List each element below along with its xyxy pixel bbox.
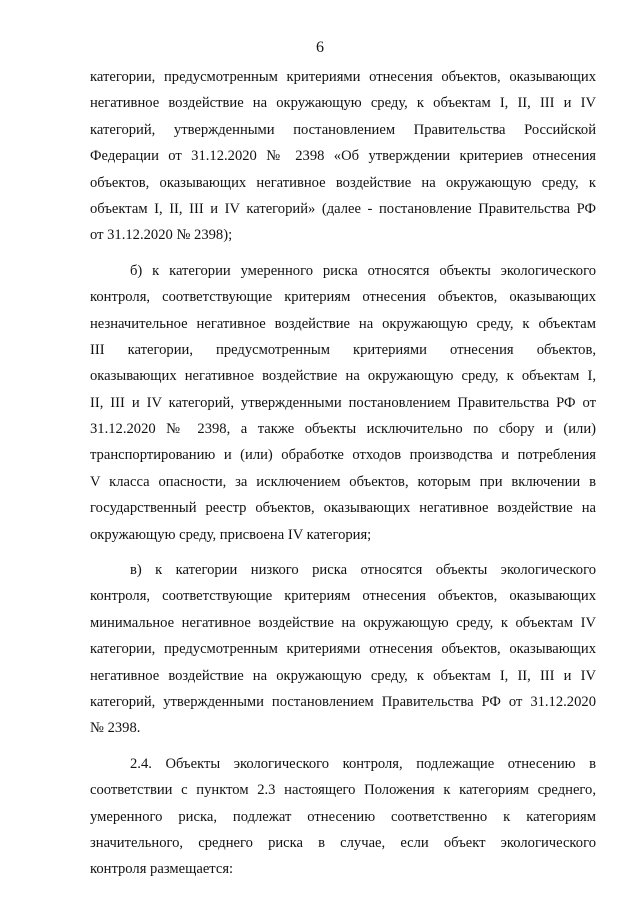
document-body <box>90 64 596 892</box>
text-line: б) к категории умеренного риска относятся объекты экологического <box>130 262 596 279</box>
text-line: оказывающих негативное воздействие на окружающую среду, к объектам I, <box>90 368 596 385</box>
text-line: 2.4. Объекты экологического контроля, подлежащие отнесению в <box>130 755 596 772</box>
text-line: категорий, утвержденными постановлением Правительства Российской <box>90 121 596 138</box>
text-line: негативное воздействие на окружающую среду, к объектам I, II, III и IV <box>90 667 596 684</box>
paragraph-3 <box>90 557 596 742</box>
text-line: № 2398. <box>90 720 141 737</box>
text-line: III категории, предусмотренным критериями отнесения объектов, <box>90 341 596 358</box>
paragraph-2 <box>90 258 596 548</box>
text-line: Федерации от 31.12.2020 № 2398 «Об утверждении критериев отнесения <box>90 148 596 165</box>
text-line: минимальное негативное воздействие на окружающую среду, к объектам IV <box>90 614 596 631</box>
text-line: негативное воздействие на окружающую среду, к объектам I, II, III и IV <box>90 95 596 112</box>
text-line: контроля, соответствующие критериям отнесения объектов, оказывающих <box>90 289 596 306</box>
text-line: категории, предусмотренным критериями отнесения объектов, оказывающих <box>90 641 596 658</box>
text-line: 31.12.2020 № 2398, а также объекты исключительно по сбору и (или) <box>90 421 596 438</box>
text-line: соответствии с пунктом 2.3 настоящего Положения к категориям среднего, <box>90 782 596 799</box>
text-line: контроля размещается: <box>90 861 234 878</box>
text-line: государственный реестр объектов, оказывающих негативное воздействие на <box>90 500 596 517</box>
text-line: от 31.12.2020 № 2398); <box>90 227 233 244</box>
paragraph-4 <box>90 751 596 883</box>
text-line: категории, предусмотренным критериями отнесения объектов, оказывающих <box>90 69 596 85</box>
text-line: V класса опасности, за исключением объектов, которым при включении в <box>90 473 596 490</box>
text-line: объектам I, II, III и IV категорий» (далее - постановление Правительства РФ <box>90 200 596 217</box>
text-line: окружающую среду, присвоена IV категория; <box>90 526 372 543</box>
text-line: контроля, соответствующие критериям отнесения объектов, оказывающих <box>90 588 596 605</box>
text-line: транспортированию и (или) обработке отходов производства и потребления <box>90 447 596 464</box>
text-line: незначительное негативное воздействие на окружающую среду, к объектам <box>90 315 596 332</box>
text-line: значительного, среднего риска в случае, если объект экологического <box>90 834 596 851</box>
page-number: 6 <box>316 39 324 56</box>
paragraph-1 <box>90 64 596 249</box>
text-line: в) к категории низкого риска относятся объекты экологического <box>130 562 596 579</box>
text-line: объектов, оказывающих негативное воздействие на окружающую среду, к <box>90 174 596 191</box>
text-line: умеренного риска, подлежат отнесению соответственно к категориям <box>90 808 596 825</box>
text-line: II, III и IV категорий, утвержденными постановлением Правительства РФ от <box>90 394 596 411</box>
text-line: категорий, утвержденными постановлением Правительства РФ от 31.12.2020 <box>90 693 596 710</box>
